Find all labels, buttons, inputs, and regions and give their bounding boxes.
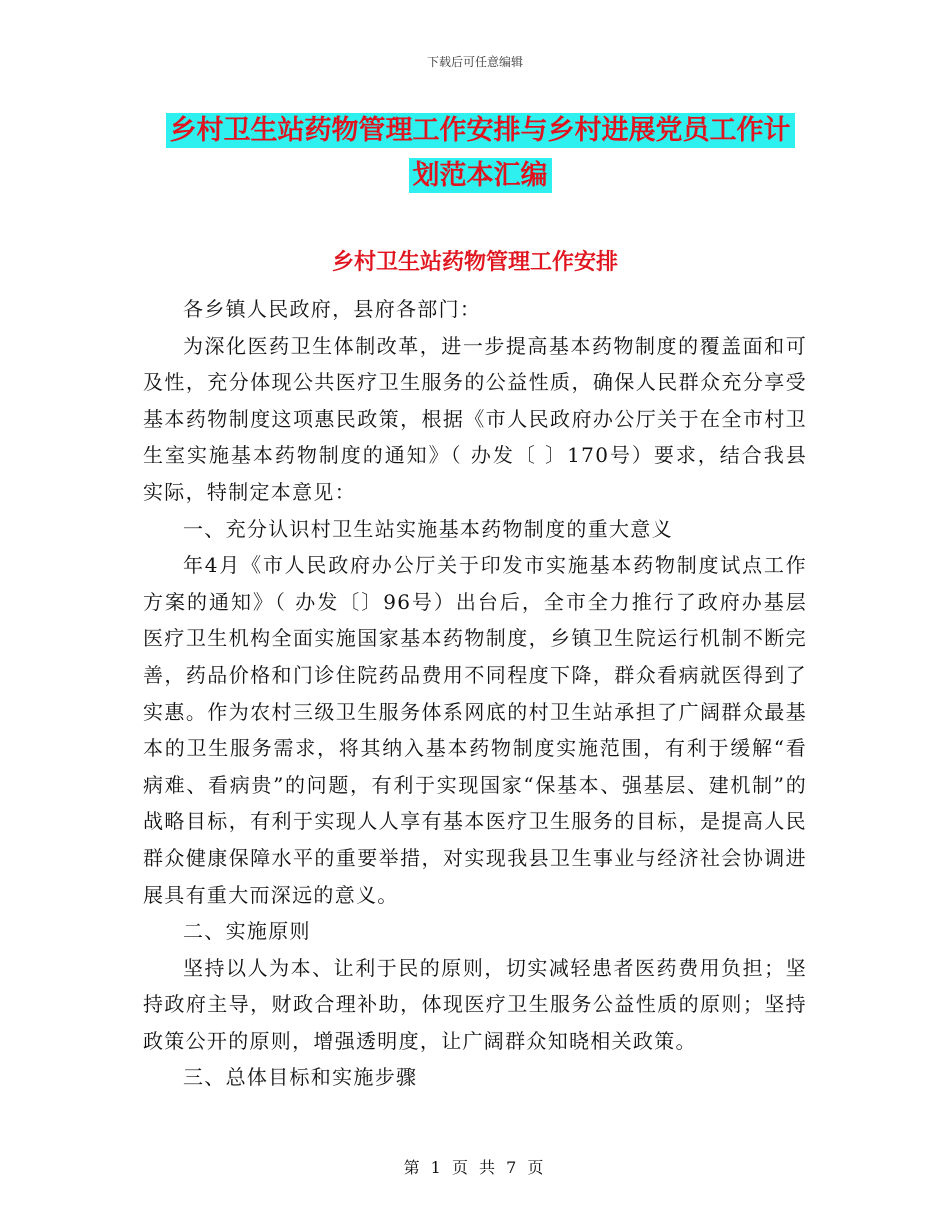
paragraph: 为深化医药卫生体制改革，进一步提高基本药物制度的覆盖面和可及性，充分体现公共医疗卫生服务的公益性质，确保人民群众充分享受基本药物制度这项惠民政策，根据《市人民政府办公厅关于在全市村卫生室实施基本药物制度的通知》（ 办发〔 〕170号）要求，结合我县实际，特制定本意见： <box>143 333 807 504</box>
header-note: 下载后可任意编辑 <box>426 55 523 69</box>
paragraph-salutation: 各乡镇人民政府，县府各部门： <box>183 297 482 321</box>
document-body <box>143 291 807 1096</box>
paragraph-heading: 三、总体目标和实施步骤 <box>183 1065 418 1090</box>
document-title <box>140 108 820 198</box>
paragraph: 坚持以人为本、让利于民的原则，切实减轻患者医药费用负担；坚持政府主导，财政合理补助，体现医疗卫生服务公益性质的原则；坚持政策公开的原则，增强透明度，让广阔群众知晓相关政策。 <box>143 955 807 1053</box>
document-title-line1: 乡村卫生站药物管理工作安排与乡村进展党员工作计 <box>166 113 795 148</box>
paragraph-heading: 一、充分认识村卫生站实施基本药物制度的重大意义 <box>183 516 673 541</box>
section-title: 乡村卫生站药物管理工作安排 <box>331 250 618 275</box>
page-footer: 第 1 页 共 7 页 <box>403 1158 547 1177</box>
document-title-line2: 划范本汇编 <box>409 158 552 193</box>
paragraph: 年4月《市人民政府办公厅关于印发市实施基本药物制度试点工作方案的通知》（ 办发〔〕96号）出台后，全市全力推行了政府办基层医疗卫生机构全面实施国家基本药物制度，乡镇卫生院运行机制不断完善，药品价格和门诊住院药品费用不同程度下降，群众看病就医得到了实惠。作为农村三级卫生服务体系网底的村卫生站承担了广阔群众最基本的卫生服务需求，将其纳入基本药物制度实施范围，有利于缓解“看病难、看病贵”的问题，有利于实现国家“保基本、强基层、建机制”的战略目标，有利于实现人人享有基本医疗卫生服务的目标，是提高人民群众健康保障水平的重要举措，对实现我县卫生事业与经济社会协调进展具有重大而深远的意义。 <box>143 553 807 907</box>
paragraph-heading: 二、实施原则 <box>183 919 311 944</box>
